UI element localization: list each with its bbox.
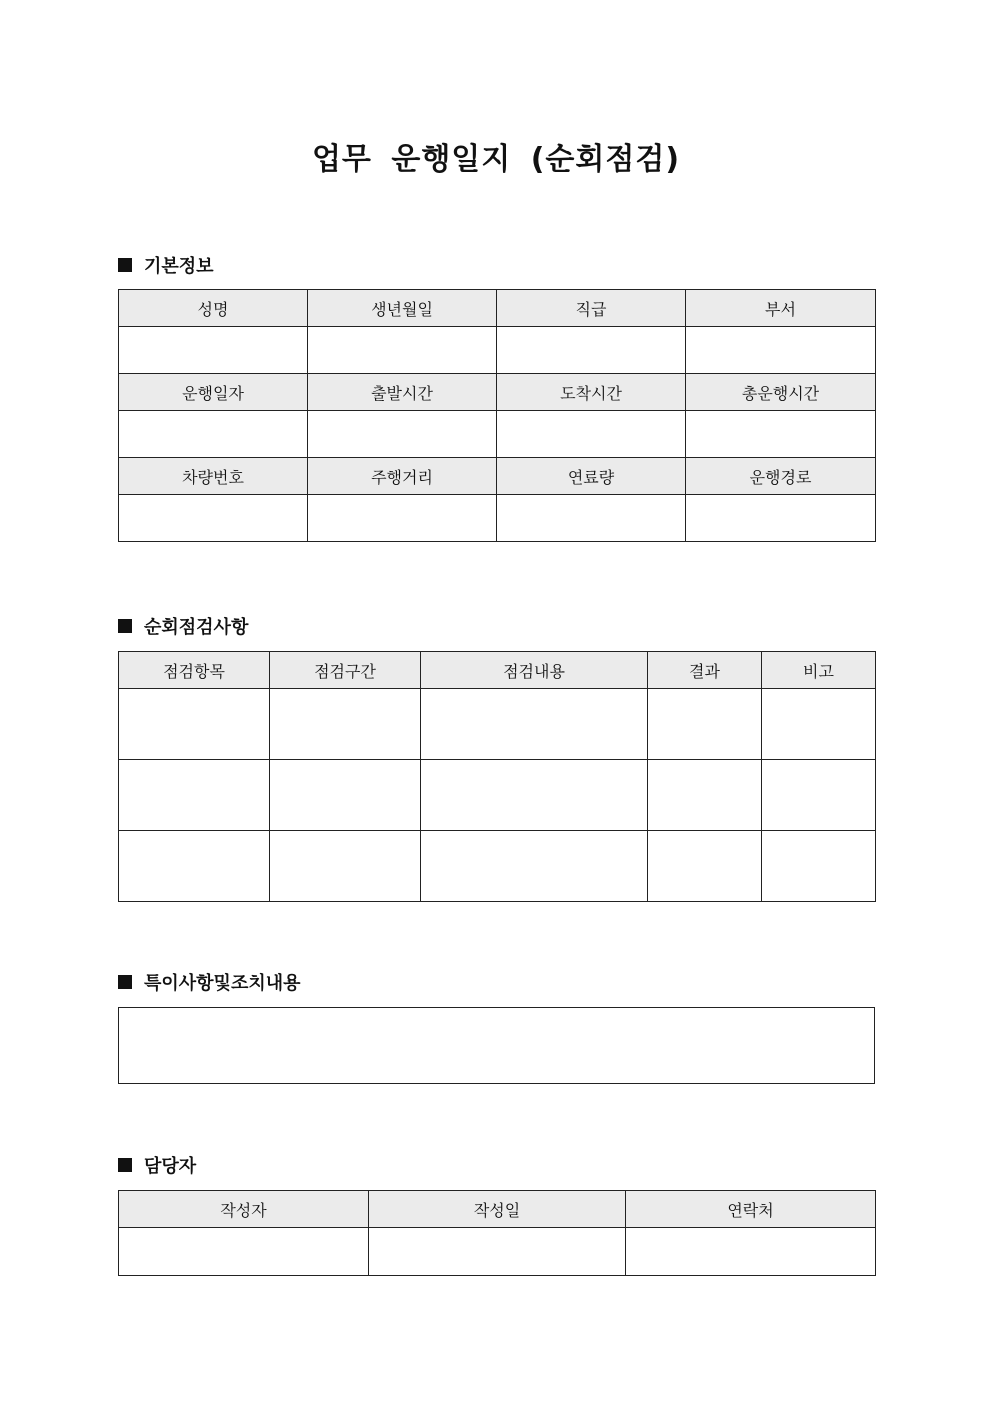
mileage-field[interactable] bbox=[308, 495, 497, 542]
manager-heading-label: 담당자 bbox=[144, 1156, 197, 1177]
basic-info-label-department: 부서 bbox=[686, 290, 876, 327]
manager-heading bbox=[118, 1153, 196, 1177]
basic-info-label-rank: 직급 bbox=[497, 290, 686, 327]
inspection-section-field[interactable] bbox=[270, 689, 421, 760]
basic-info-header-row bbox=[119, 374, 876, 411]
basic-info-header-row bbox=[119, 458, 876, 495]
basic-info-label-name: 성명 bbox=[119, 290, 308, 327]
basic-info-label-fuel: 연료량 bbox=[497, 458, 686, 495]
author-field[interactable] bbox=[119, 1228, 369, 1276]
inspection-col-result: 결과 bbox=[648, 652, 762, 689]
manager-header-row bbox=[119, 1191, 876, 1228]
basic-info-input-row bbox=[119, 327, 876, 374]
notes-heading bbox=[118, 970, 301, 994]
inspection-content-field[interactable] bbox=[421, 689, 648, 760]
route-field[interactable] bbox=[686, 495, 876, 542]
manager-col-contact: 연락처 bbox=[626, 1191, 876, 1228]
basic-info-label-mileage: 주행거리 bbox=[308, 458, 497, 495]
manager-table bbox=[118, 1190, 876, 1276]
inspection-section-field[interactable] bbox=[270, 831, 421, 902]
departure-time-field[interactable] bbox=[308, 411, 497, 458]
inspection-col-remarks: 비고 bbox=[762, 652, 876, 689]
inspection-remarks-field[interactable] bbox=[762, 831, 876, 902]
contact-field[interactable] bbox=[626, 1228, 876, 1276]
table-row bbox=[119, 689, 876, 760]
drive-date-field[interactable] bbox=[119, 411, 308, 458]
vehicle-number-field[interactable] bbox=[119, 495, 308, 542]
basic-info-heading bbox=[118, 253, 214, 277]
basic-info-label-vehicle-number: 차량번호 bbox=[119, 458, 308, 495]
inspection-remarks-field[interactable] bbox=[762, 689, 876, 760]
basic-info-label-departure-time: 출발시간 bbox=[308, 374, 497, 411]
name-field[interactable] bbox=[119, 327, 308, 374]
basic-info-label-route: 운행경로 bbox=[686, 458, 876, 495]
inspection-item-field[interactable] bbox=[119, 689, 270, 760]
inspection-result-field[interactable] bbox=[648, 831, 762, 902]
basic-info-label-total-time: 총운행시간 bbox=[686, 374, 876, 411]
arrival-time-field[interactable] bbox=[497, 411, 686, 458]
square-bullet-icon bbox=[118, 975, 132, 989]
inspection-item-field[interactable] bbox=[119, 831, 270, 902]
fuel-field[interactable] bbox=[497, 495, 686, 542]
basic-info-header-row bbox=[119, 290, 876, 327]
basic-info-label-drive-date: 운행일자 bbox=[119, 374, 308, 411]
basic-info-table bbox=[118, 289, 876, 542]
inspection-col-section: 점검구간 bbox=[270, 652, 421, 689]
inspection-result-field[interactable] bbox=[648, 689, 762, 760]
inspection-content-field[interactable] bbox=[421, 831, 648, 902]
square-bullet-icon bbox=[118, 1158, 132, 1172]
manager-input-row bbox=[119, 1228, 876, 1276]
table-row bbox=[119, 831, 876, 902]
inspection-col-item: 점검항목 bbox=[119, 652, 270, 689]
total-time-field[interactable] bbox=[686, 411, 876, 458]
page-title: 업무 운행일지 (순회점검) bbox=[311, 142, 681, 177]
inspection-section-field[interactable] bbox=[270, 760, 421, 831]
inspection-col-content: 점검내용 bbox=[421, 652, 648, 689]
square-bullet-icon bbox=[118, 619, 132, 633]
table-row bbox=[119, 760, 876, 831]
basic-info-input-row bbox=[119, 495, 876, 542]
inspection-content-field[interactable] bbox=[421, 760, 648, 831]
basic-info-label-arrival-time: 도착시간 bbox=[497, 374, 686, 411]
birthdate-field[interactable] bbox=[308, 327, 497, 374]
notes-heading-label: 특이사항및조치내용 bbox=[144, 973, 301, 994]
basic-info-heading-label: 기본정보 bbox=[144, 256, 214, 277]
inspection-table bbox=[118, 651, 876, 902]
square-bullet-icon bbox=[118, 258, 132, 272]
basic-info-label-birthdate: 생년월일 bbox=[308, 290, 497, 327]
inspection-result-field[interactable] bbox=[648, 760, 762, 831]
manager-col-date: 작성일 bbox=[369, 1191, 626, 1228]
department-field[interactable] bbox=[686, 327, 876, 374]
manager-col-author: 작성자 bbox=[119, 1191, 369, 1228]
inspection-header-row bbox=[119, 652, 876, 689]
inspection-heading-label: 순회점검사항 bbox=[144, 617, 249, 638]
inspection-heading bbox=[118, 614, 248, 638]
written-date-field[interactable] bbox=[369, 1228, 626, 1276]
basic-info-input-row bbox=[119, 411, 876, 458]
notes-field[interactable] bbox=[118, 1007, 875, 1084]
inspection-item-field[interactable] bbox=[119, 760, 270, 831]
rank-field[interactable] bbox=[497, 327, 686, 374]
inspection-remarks-field[interactable] bbox=[762, 760, 876, 831]
